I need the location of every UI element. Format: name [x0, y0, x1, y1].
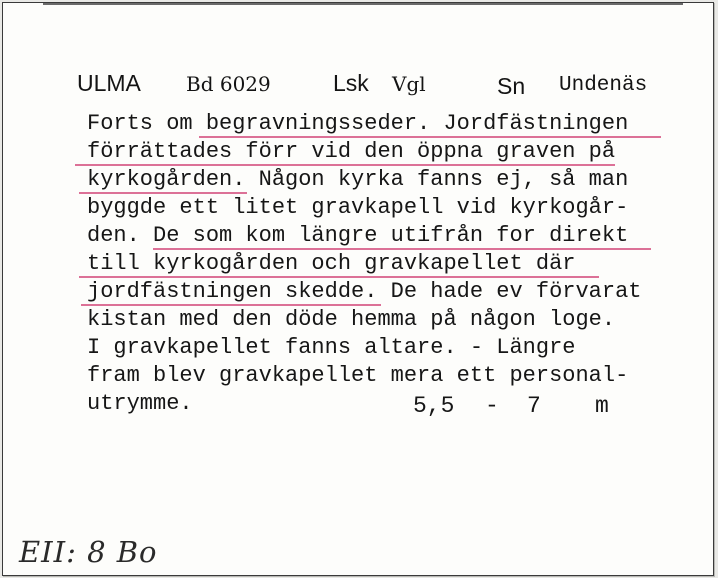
body-line: till kyrkogården och gravkapellet där	[87, 251, 576, 276]
body-line: I gravkapellet fanns altare. - Längre	[87, 335, 576, 360]
body-line: kyrkogården. Någon kyrka fanns ej, så man	[87, 167, 629, 192]
archive-card	[2, 2, 714, 576]
body-line: Forts om begravningsseder. Jordfästningen	[87, 111, 629, 136]
landskap-value: Vgl	[392, 72, 426, 96]
socken-value: Undenäs	[559, 74, 648, 97]
volume-number: Bd 6029	[186, 72, 271, 96]
range-to: 7	[527, 393, 541, 419]
body-line: byggde ett litet gravkapell vid kyrkogår-	[87, 195, 629, 220]
body-line: kistan med den döde hemma på någon loge.	[87, 307, 616, 332]
highlight-underline	[75, 164, 615, 166]
highlight-underline	[199, 136, 661, 138]
handwritten-signum: EII: 8 Bo	[19, 535, 158, 569]
highlight-underline	[81, 304, 381, 306]
body-line: fram blev gravkapellet mera ett personal-	[87, 363, 629, 388]
range-from: 5,5	[413, 393, 455, 419]
parish-code: ULMA	[77, 70, 141, 96]
socken-label: Sn	[497, 73, 526, 99]
body-line: utrymme.	[87, 391, 193, 416]
range-unit: m	[595, 393, 609, 419]
highlight-underline	[79, 192, 247, 194]
card-top-edge	[43, 3, 683, 5]
highlight-underline	[79, 276, 599, 278]
body-line: förrättades förr vid den öppna graven på	[87, 139, 616, 164]
highlight-underline	[153, 248, 651, 250]
range-dash: -	[485, 393, 499, 419]
landskap-label: Lsk	[333, 70, 369, 96]
body-line: den. De som kom längre utifrån for direkt	[87, 223, 629, 248]
body-line: jordfästningen skedde. De hade ev förvarat	[87, 279, 642, 304]
